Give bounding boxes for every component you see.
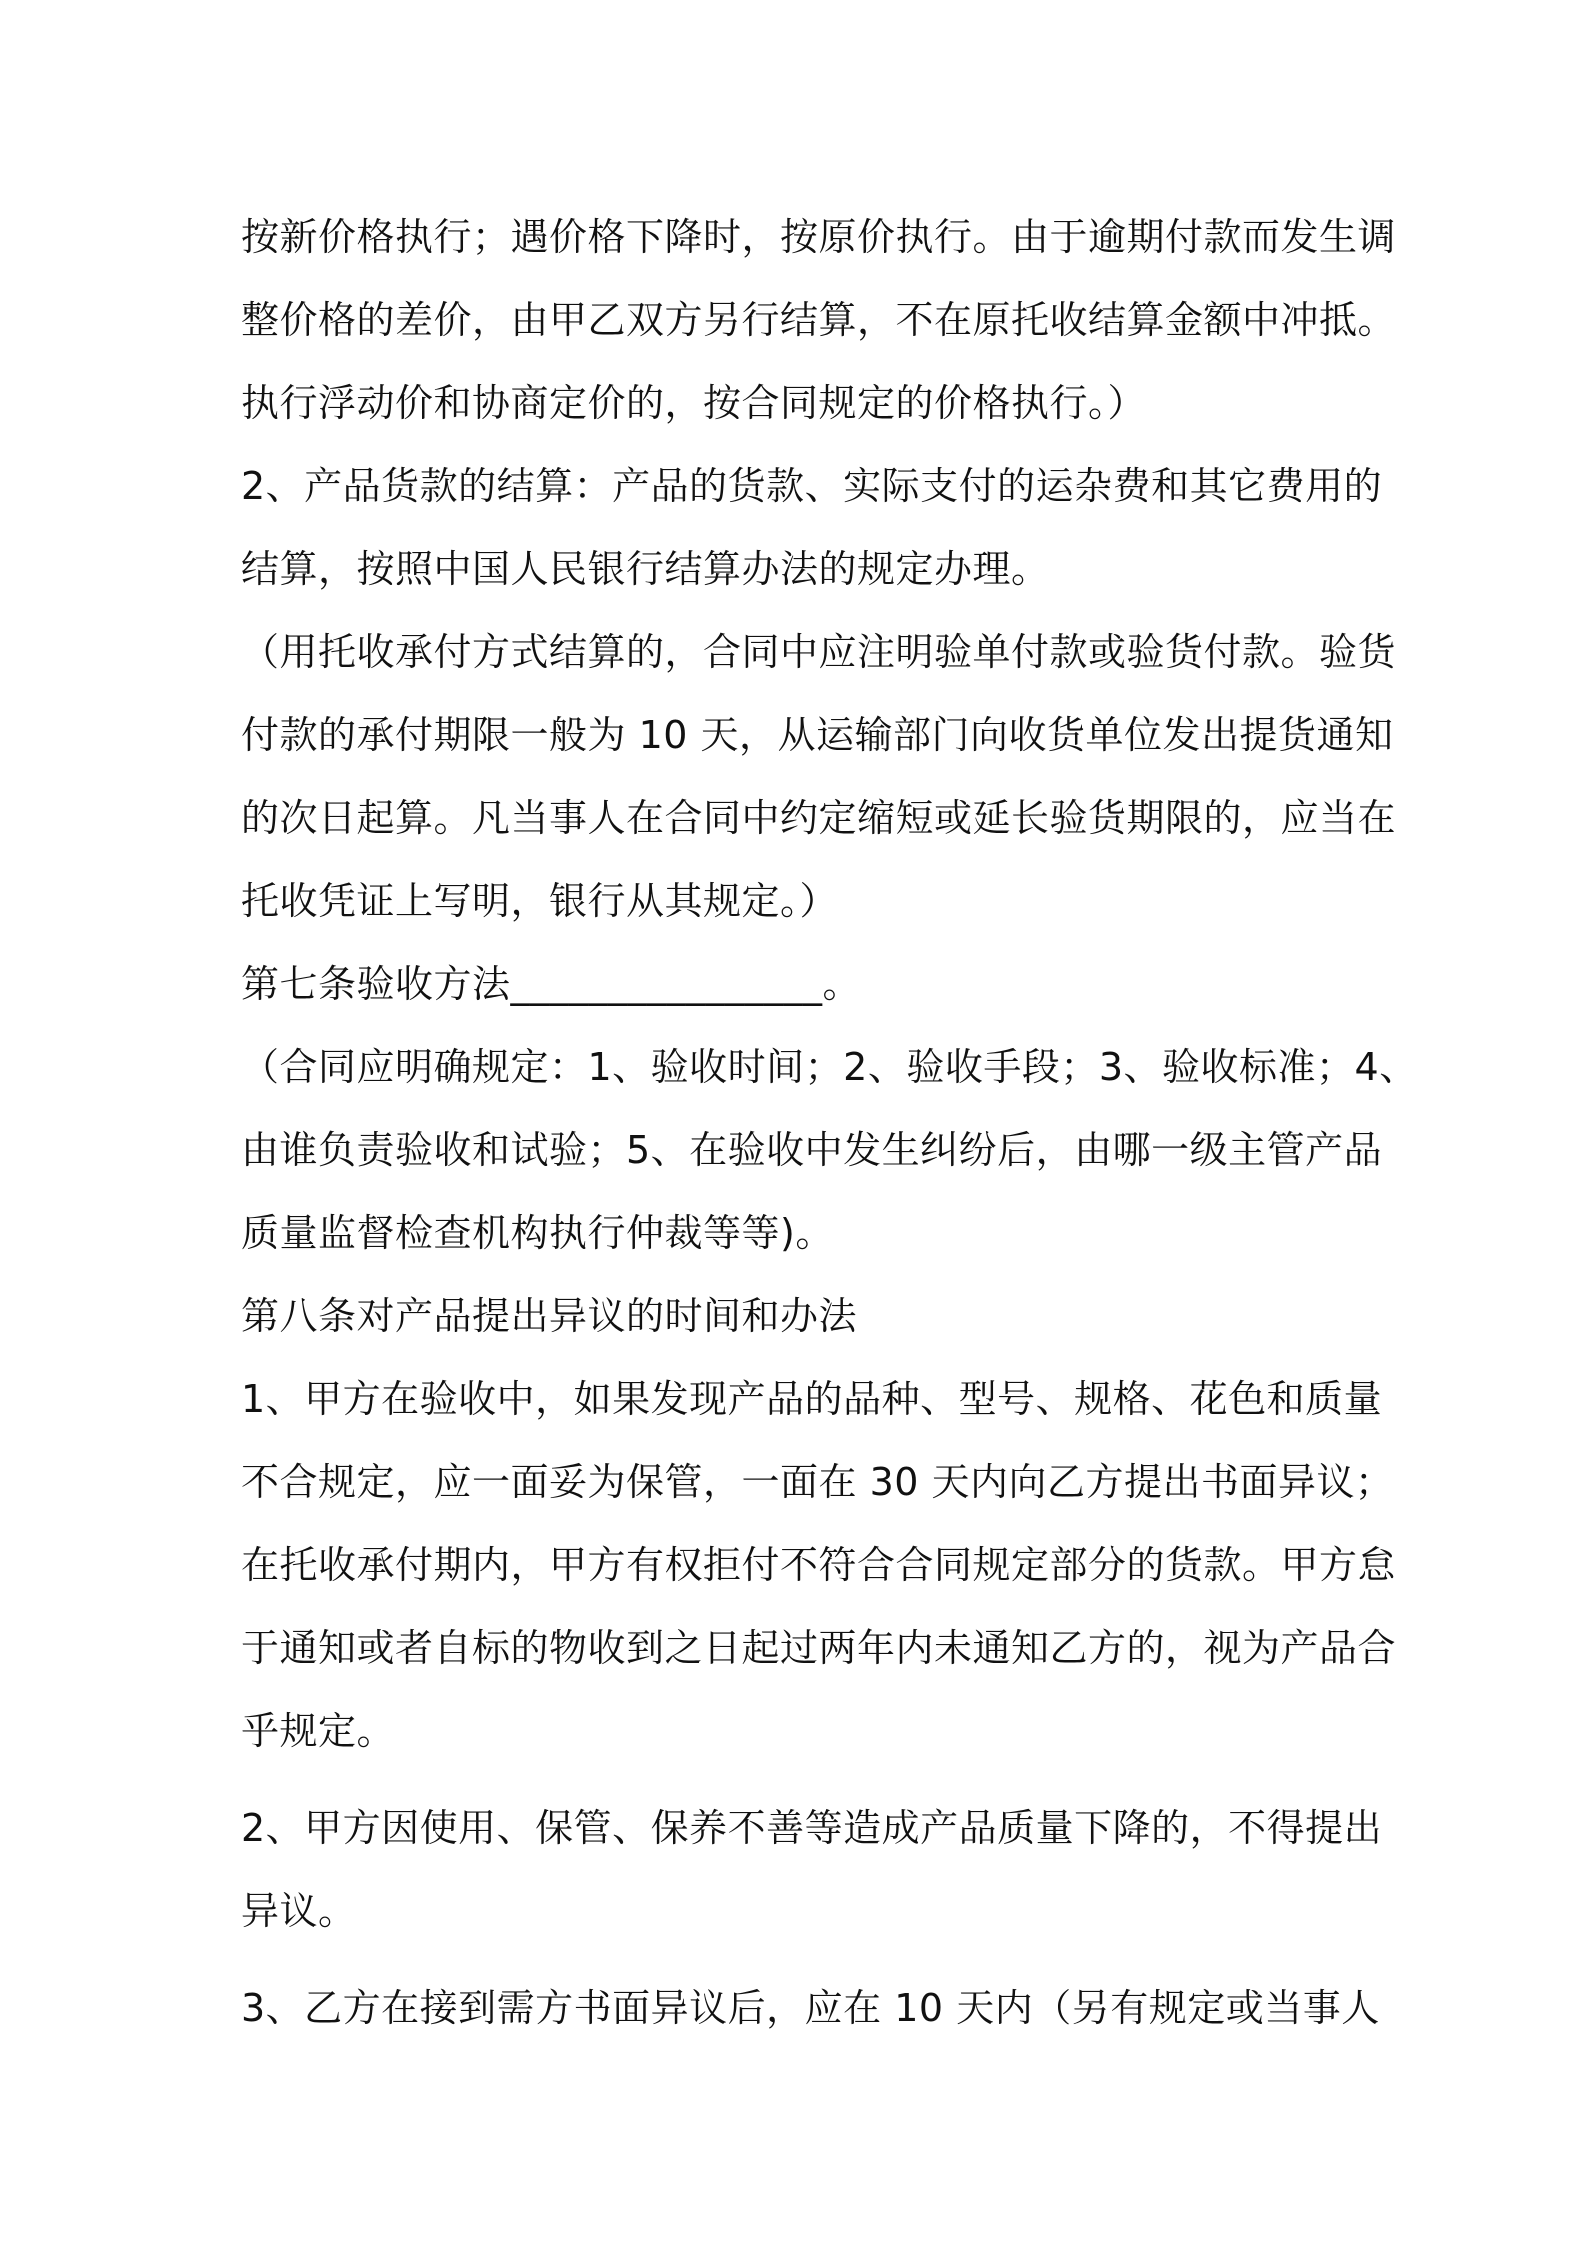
text-line: 付款的承付期限一般为 10 天，从运输部门向收货单位发出提货通知 [241, 713, 1394, 757]
text-line: 2、甲方因使用、保管、保养不善等造成产品质量下降的，不得提出 [241, 1806, 1383, 1850]
text-line: 于通知或者自标的物收到之日起过两年内未通知乙方的，视为产品合 [241, 1626, 1397, 1670]
text-line: 托收凭证上写明，银行从其规定。） [241, 879, 839, 923]
text-line: 按新价格执行；遇价格下降时，按原价执行。由于逾期付款而发生调 [241, 215, 1397, 259]
text-line: （合同应明确规定：1、验收时间；2、验收手段；3、验收标准；4、 [241, 1045, 1418, 1089]
text-line: 整价格的差价，由甲乙双方另行结算，不在原托收结算金额中冲抵。 [241, 298, 1397, 342]
text-line: 的次日起算。凡当事人在合同中约定缩短或延长验货期限的，应当在 [241, 796, 1397, 840]
text-line: 不合规定，应一面妥为保管，一面在 30 天内向乙方提出书面异议； [241, 1460, 1394, 1504]
section-heading-article-7: 第七条验收方法________________。 [241, 962, 862, 1006]
section-heading-article-8: 第八条对产品提出异议的时间和办法 [241, 1294, 858, 1338]
text-line: 执行浮动价和协商定价的，按合同规定的价格执行。） [241, 381, 1147, 425]
text-line: 3、乙方在接到需方书面异议后，应在 10 天内（另有规定或当事人 [241, 1986, 1380, 2030]
text-line: 由谁负责验收和试验；5、在验收中发生纠纷后，由哪一级主管产品 [241, 1128, 1383, 1172]
text-line: （用托收承付方式结算的，合同中应注明验单付款或验货付款。验货 [241, 630, 1397, 674]
text-line: 乎规定。 [241, 1709, 396, 1753]
text-line: 结算，按照中国人民银行结算办法的规定办理。 [241, 547, 1050, 591]
text-line: 在托收承付期内，甲方有权拒付不符合合同规定部分的货款。甲方怠 [241, 1543, 1397, 1587]
text-line: 质量监督检查机构执行仲裁等等)。 [241, 1211, 834, 1255]
document-body [241, 196, 1418, 2050]
text-line: 异议。 [241, 1889, 357, 1933]
text-line: 1、甲方在验收中，如果发现产品的品种、型号、规格、花色和质量 [241, 1377, 1383, 1421]
text-line: 2、产品货款的结算：产品的货款、实际支付的运杂费和其它费用的 [241, 464, 1383, 508]
